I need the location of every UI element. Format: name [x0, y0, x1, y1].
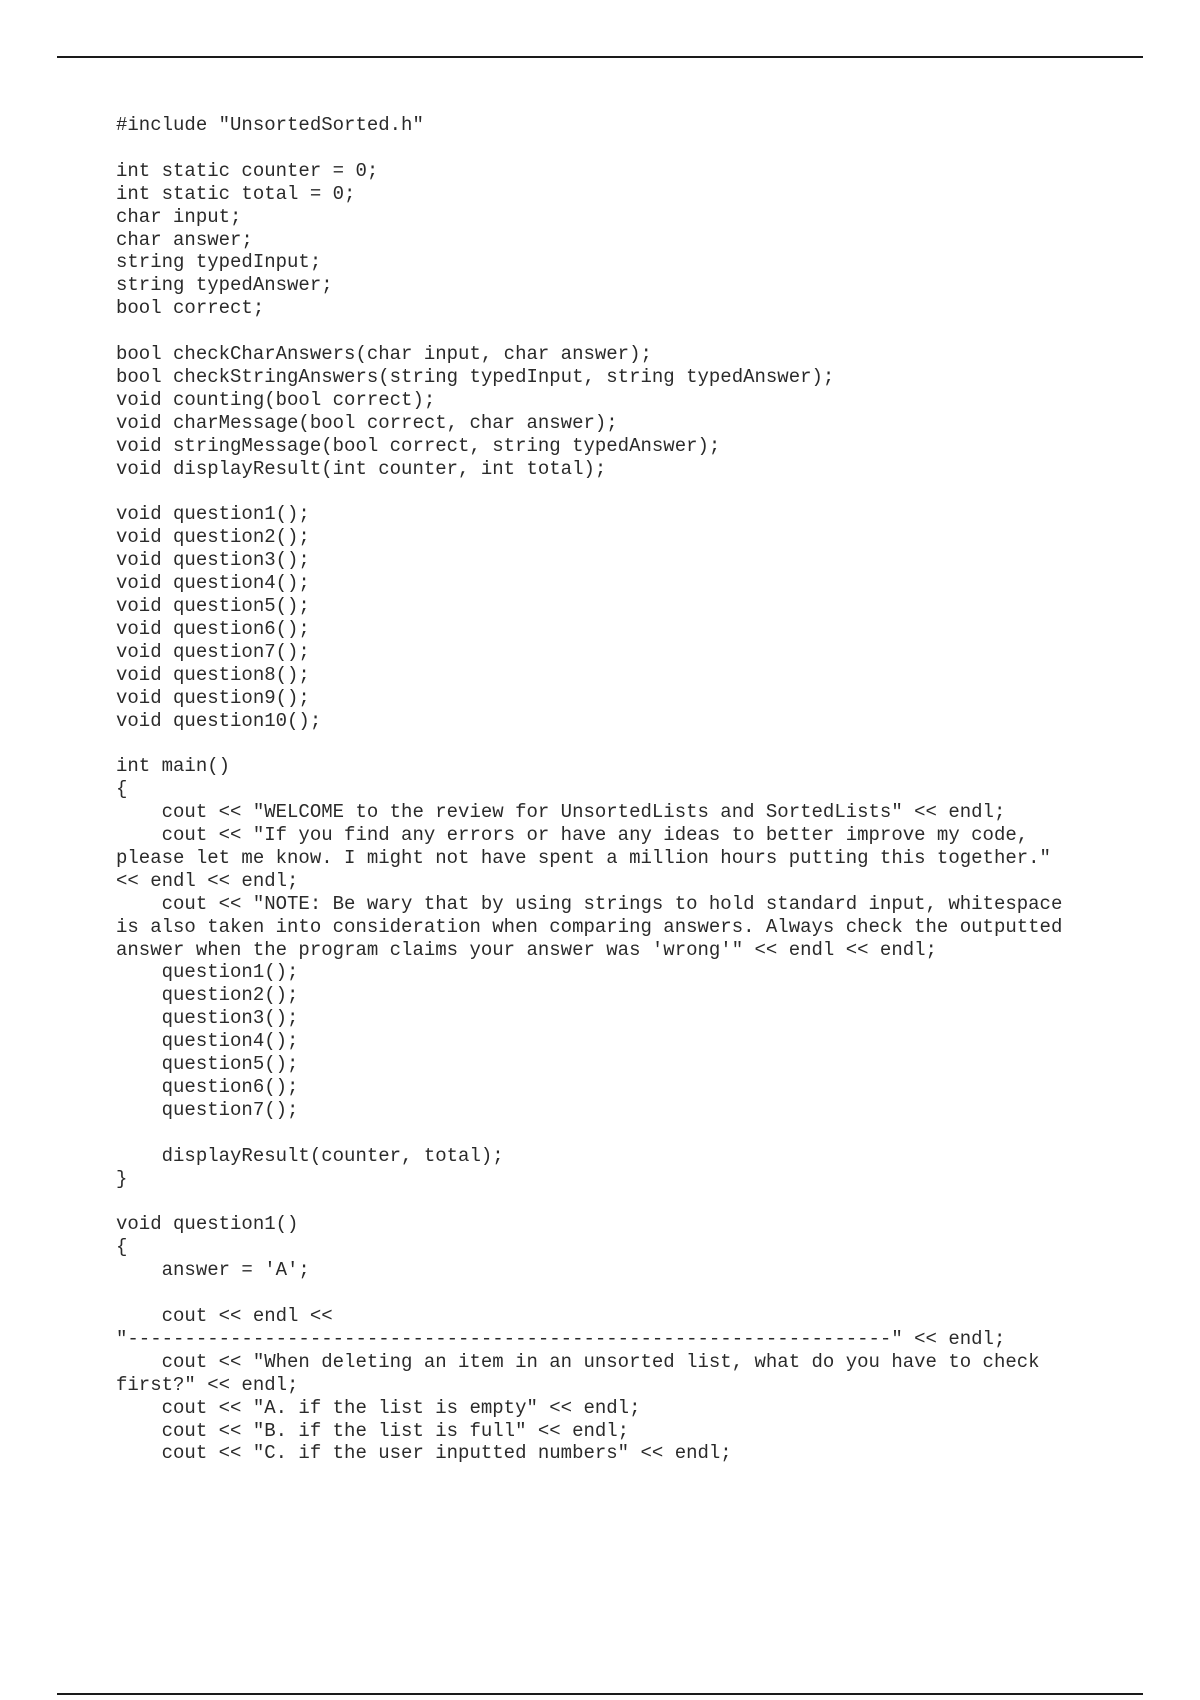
code-block — [116, 114, 1126, 1465]
code-line: void question1() — [116, 1213, 299, 1236]
code-line: char input; — [116, 205, 242, 228]
code-line: void counting(bool correct); — [116, 388, 436, 411]
code-line: please let me know. I might not have spent a million hours putting this together." — [116, 846, 1051, 869]
code-line: string typedAnswer; — [116, 274, 333, 297]
code-line: question1(); — [116, 961, 299, 984]
code-line: void question3(); — [116, 549, 310, 572]
code-line: void question2(); — [116, 526, 310, 549]
code-line — [116, 1191, 1126, 1214]
code-line: void question6(); — [116, 617, 310, 640]
code-line: is also taken into consideration when comparing answers. Always check the outputted — [116, 915, 1063, 938]
code-line — [116, 1122, 1126, 1145]
code-line — [116, 320, 1126, 343]
code-line: void question7(); — [116, 640, 310, 663]
code-line: question5(); — [116, 1053, 299, 1076]
code-line: answer when the program claims your answer was 'wrong'" << endl << endl; — [116, 938, 937, 961]
code-line — [116, 1282, 1126, 1305]
code-line: void question8(); — [116, 663, 310, 686]
code-line: cout << "A. if the list is empty" << endl; — [116, 1396, 641, 1419]
code-line: question4(); — [116, 1030, 299, 1053]
code-line: bool checkCharAnswers(char input, char answer); — [116, 343, 652, 366]
code-line: cout << "When deleting an item in an unsorted list, what do you have to check — [116, 1350, 1040, 1373]
code-line: cout << "WELCOME to the review for UnsortedLists and SortedLists" << endl; — [116, 801, 1006, 824]
code-line: first?" << endl; — [116, 1373, 299, 1396]
code-line: << endl << endl; — [116, 869, 299, 892]
code-line: question3(); — [116, 1007, 299, 1030]
code-line: void displayResult(int counter, int total); — [116, 457, 607, 480]
code-line: displayResult(counter, total); — [116, 1144, 504, 1167]
code-line: cout << "If you find any errors or have any ideas to better improve my code, — [116, 824, 1029, 847]
code-line: cout << "C. if the user inputted numbers" << endl; — [116, 1442, 732, 1465]
code-line: void stringMessage(bool correct, string typedAnswer); — [116, 434, 721, 457]
code-line: #include "UnsortedSorted.h" — [116, 114, 424, 136]
code-line — [116, 480, 1126, 503]
code-line: int static total = 0; — [116, 182, 356, 205]
code-line: void charMessage(bool correct, char answer); — [116, 411, 618, 434]
code-line: int static counter = 0; — [116, 159, 379, 182]
code-line: answer = 'A'; — [116, 1259, 310, 1282]
code-line — [116, 732, 1126, 755]
code-line: void question9(); — [116, 686, 310, 709]
code-line: { — [116, 778, 128, 801]
code-line: cout << "NOTE: Be wary that by using strings to hold standard input, whitespace — [116, 892, 1063, 915]
code-line — [116, 137, 1126, 160]
code-line: } — [116, 1167, 128, 1190]
code-line: string typedInput; — [116, 251, 322, 274]
code-line: int main() — [116, 755, 231, 778]
code-line: question2(); — [116, 984, 299, 1007]
code-line: void question1(); — [116, 503, 310, 526]
code-line: question6(); — [116, 1076, 299, 1098]
code-line: void question4(); — [116, 572, 310, 595]
code-line: bool correct; — [116, 297, 265, 320]
bottom-rule — [57, 1693, 1143, 1695]
code-line: { — [116, 1236, 128, 1259]
top-rule — [57, 56, 1143, 58]
code-line: question7(); — [116, 1098, 299, 1121]
code-line: char answer; — [116, 228, 253, 251]
code-line: "-------------------------------------------------------------------" << endl; — [116, 1327, 1006, 1350]
code-line: bool checkStringAnswers(string typedInput, string typedAnswer); — [116, 365, 835, 388]
code-line: cout << endl << — [116, 1305, 333, 1328]
code-line: void question10(); — [116, 709, 322, 732]
code-line: void question5(); — [116, 594, 310, 617]
code-line: cout << "B. if the list is full" << endl; — [116, 1419, 630, 1442]
